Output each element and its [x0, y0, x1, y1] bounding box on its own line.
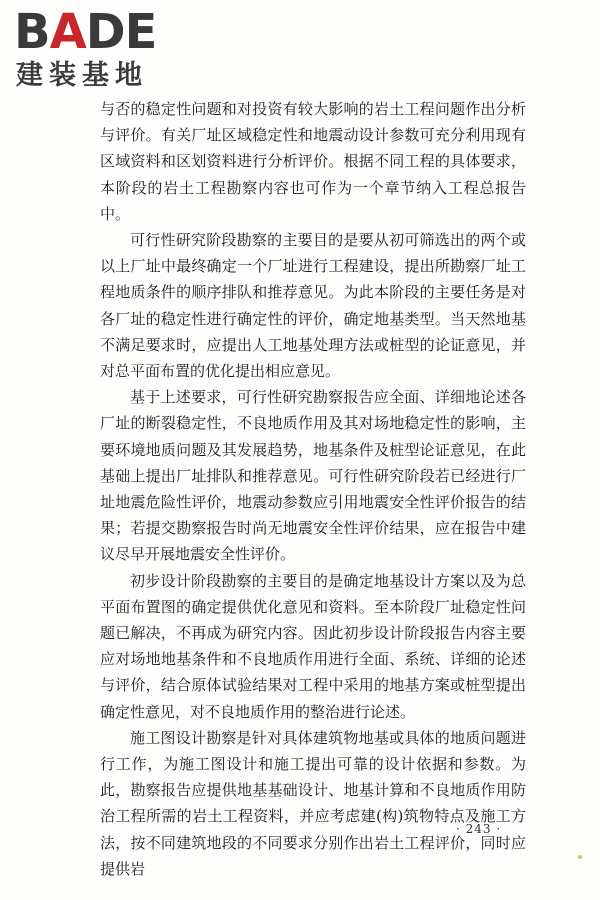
- paragraph-3: 基于上述要求，可行性研究勘察报告应全面、详细地论述各厂址的断裂稳定性，不良地质作用及其对场地稳定性的影响，主要环境地质问题及其发展趋势，地基条件及桩型论证意见，在此基础上提出厂址排队和推荐意见。可行性研究阶段若已经进行厂址地震危险性评价，地震动参数应引用地震安全性评价报告的结果；若提交勘察报告时尚无地震安全性评价结果，应在报告中建议尽早开展地震安全性评价。: [100, 388, 526, 564]
- scan-artifact: [578, 855, 582, 859]
- paragraph-2: 可行性研究阶段勘察的主要目的是要从初可筛选出的两个或以上厂址中最终确定一个厂址进行工程建设，提出所勘察厂址工程地质条件的顺序排队和推荐意见。为此本阶段的主要任务是对各厂址的稳定性进行确定性的评价，确定地基类型。当天然地基不满足要求时，应提出人工地基处理方法或桩型的论证意见，并对总平面布置的优化提出相应意见。: [100, 231, 526, 381]
- logo-chinese-name: 建装基地: [16, 60, 148, 91]
- paragraph-4: 初步设计阶段勘察的主要目的是确定地基设计方案以及为总平面布置图的确定提供优化意见和资料。至本阶段厂址稳定性问题已解决，不再成为研究内容。因此初步设计阶段报告内容主要应对场地地基条件和不良地质作用进行全面、系统、详细的论述与评价，结合原体试验结果对工程中采用的地基方案或桩型提出确定性意见，对不良地质作用的整治进行论述。: [100, 571, 526, 721]
- logo-letters-de: DE: [85, 4, 157, 60]
- body-text: [100, 96, 526, 882]
- logo-wordmark: [14, 6, 156, 58]
- logo-letter-b: B: [14, 4, 50, 60]
- page-number: · 243 ·: [456, 822, 502, 836]
- paragraph-5: 施工图设计勘察是针对具体建筑物地基或具体的地质问题进行工作，为施工图设计和施工提出可靠的设计依据和参数。为此，勘察报告应提供地基基础设计、地基计算和不良地质作用防治工程所需的岩土工程资料，并应考虑建(构)筑物特点及施工方法，按不同建筑地段的不同要求分别作出岩土工程评价，同时应提供岩: [100, 728, 526, 878]
- bade-logo: [14, 6, 214, 92]
- paragraph-1: 与否的稳定性问题和对投资有较大影响的岩土工程问题作出分析与评价。有关厂址区域稳定性和地震动设计参数可充分利用现有区域资料和区划资料进行分析评价。根据不同工程的具体要求，本阶段的岩土工程勘察内容也可作为一个章节纳入工程总报告中。: [100, 100, 526, 223]
- logo-letter-a: A: [49, 4, 86, 60]
